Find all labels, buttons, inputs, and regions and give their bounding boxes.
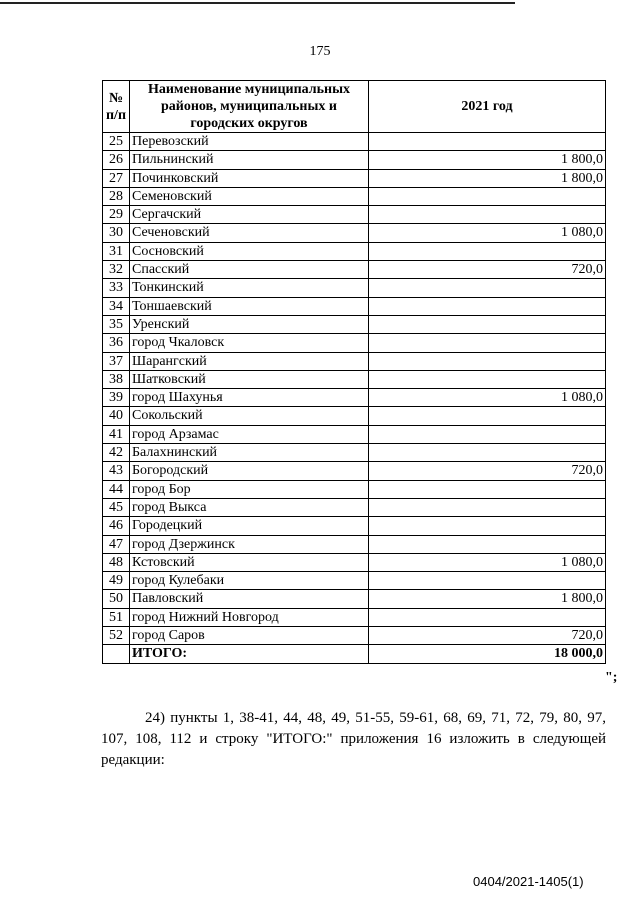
row-value (369, 279, 606, 297)
table-row (103, 224, 606, 242)
row-value: 1 800,0 (369, 590, 606, 608)
row-number: 25 (103, 133, 130, 151)
row-name: Павловский (130, 590, 369, 608)
row-number: 51 (103, 608, 130, 626)
row-name: город Кулебаки (130, 572, 369, 590)
row-name: Богородский (130, 462, 369, 480)
row-name: Спасский (130, 261, 369, 279)
row-value (369, 407, 606, 425)
row-number: 52 (103, 627, 130, 645)
row-value: 720,0 (369, 627, 606, 645)
row-name: город Шахунья (130, 389, 369, 407)
row-number: 48 (103, 553, 130, 571)
row-value: 1 800,0 (369, 169, 606, 187)
total-value: 18 000,0 (369, 645, 606, 663)
row-value (369, 315, 606, 333)
total-row (103, 645, 606, 663)
table-row (103, 187, 606, 205)
row-value (369, 187, 606, 205)
table-row (103, 370, 606, 388)
row-name: город Саров (130, 627, 369, 645)
row-value: 720,0 (369, 462, 606, 480)
row-number: 34 (103, 297, 130, 315)
row-name: Уренский (130, 315, 369, 333)
row-number: 33 (103, 279, 130, 297)
table-body (103, 133, 606, 664)
table-row (103, 334, 606, 352)
row-number: 37 (103, 352, 130, 370)
table-row (103, 627, 606, 645)
row-number: 40 (103, 407, 130, 425)
table-row (103, 297, 606, 315)
row-number: 32 (103, 261, 130, 279)
row-value (369, 425, 606, 443)
table-header-row (103, 81, 606, 133)
row-name: город Чкаловск (130, 334, 369, 352)
table-row (103, 151, 606, 169)
row-value (369, 608, 606, 626)
row-number: 36 (103, 334, 130, 352)
row-number: 29 (103, 206, 130, 224)
row-value (369, 352, 606, 370)
header-name: Наименование муниципальных районов, муниципальных и городских округов (130, 81, 369, 133)
table-row (103, 261, 606, 279)
row-number: 39 (103, 389, 130, 407)
table-row (103, 608, 606, 626)
row-value: 1 080,0 (369, 553, 606, 571)
row-name: Сокольский (130, 407, 369, 425)
table-row (103, 425, 606, 443)
table-row (103, 206, 606, 224)
row-number: 43 (103, 462, 130, 480)
row-value (369, 133, 606, 151)
row-number: 27 (103, 169, 130, 187)
row-number: 50 (103, 590, 130, 608)
row-name: Балахнинский (130, 444, 369, 462)
row-name: Сосновский (130, 242, 369, 260)
header-number: № п/п (103, 81, 130, 133)
table-row (103, 517, 606, 535)
row-value (369, 480, 606, 498)
row-number: 47 (103, 535, 130, 553)
row-name: Тонкинский (130, 279, 369, 297)
row-value: 720,0 (369, 261, 606, 279)
row-name: Кстовский (130, 553, 369, 571)
row-number: 49 (103, 572, 130, 590)
table-row (103, 480, 606, 498)
top-rule (0, 2, 515, 4)
table-row (103, 498, 606, 516)
row-number: 30 (103, 224, 130, 242)
row-number: 41 (103, 425, 130, 443)
row-name: Шарангский (130, 352, 369, 370)
row-name: Сергачский (130, 206, 369, 224)
row-value (369, 517, 606, 535)
row-value (369, 242, 606, 260)
row-name: Тоншаевский (130, 297, 369, 315)
row-name: город Бор (130, 480, 369, 498)
row-name: Шатковский (130, 370, 369, 388)
row-value (369, 572, 606, 590)
row-number: 46 (103, 517, 130, 535)
row-name: Семеновский (130, 187, 369, 205)
table-row (103, 242, 606, 260)
table-row (103, 169, 606, 187)
row-value (369, 444, 606, 462)
amendment-paragraph: 24) пункты 1, 38-41, 44, 48, 49, 51-55, 59-61, 68, 69, 71, 72, 79, 80, 97, 107, 108, 112 и строку "ИТОГО:" приложения 16 изложить в следующей редакции: (101, 710, 606, 768)
total-closing-quote: "; (605, 670, 618, 685)
header-year: 2021 год (369, 81, 606, 133)
row-value (369, 334, 606, 352)
row-name: Перевозский (130, 133, 369, 151)
allocation-table (102, 80, 606, 664)
table-row (103, 590, 606, 608)
row-value (369, 297, 606, 315)
row-number: 28 (103, 187, 130, 205)
row-number: 31 (103, 242, 130, 260)
row-number: 38 (103, 370, 130, 388)
table-row (103, 407, 606, 425)
table-row (103, 462, 606, 480)
row-number: 44 (103, 480, 130, 498)
table-row (103, 315, 606, 333)
row-value: 1 080,0 (369, 389, 606, 407)
document-code: 0404/2021-1405(1) (473, 874, 584, 889)
row-number: 42 (103, 444, 130, 462)
row-name: город Арзамас (130, 425, 369, 443)
row-name: Починковский (130, 169, 369, 187)
row-name: Пильнинский (130, 151, 369, 169)
row-value (369, 498, 606, 516)
row-name: Сеченовский (130, 224, 369, 242)
row-number: 35 (103, 315, 130, 333)
total-number-cell (103, 645, 130, 663)
row-name: Городецкий (130, 517, 369, 535)
total-label: ИТОГО: (130, 645, 369, 663)
table-row (103, 352, 606, 370)
row-name: город Нижний Новгород (130, 608, 369, 626)
page-number: 175 (309, 44, 331, 59)
row-value (369, 370, 606, 388)
row-name: город Дзержинск (130, 535, 369, 553)
table-row (103, 133, 606, 151)
row-value (369, 206, 606, 224)
row-number: 45 (103, 498, 130, 516)
table-row (103, 572, 606, 590)
table-row (103, 279, 606, 297)
row-number: 26 (103, 151, 130, 169)
table-row (103, 389, 606, 407)
row-value (369, 535, 606, 553)
row-name: город Выкса (130, 498, 369, 516)
table-row (103, 535, 606, 553)
table-row (103, 444, 606, 462)
row-value: 1 800,0 (369, 151, 606, 169)
table-row (103, 553, 606, 571)
row-value: 1 080,0 (369, 224, 606, 242)
